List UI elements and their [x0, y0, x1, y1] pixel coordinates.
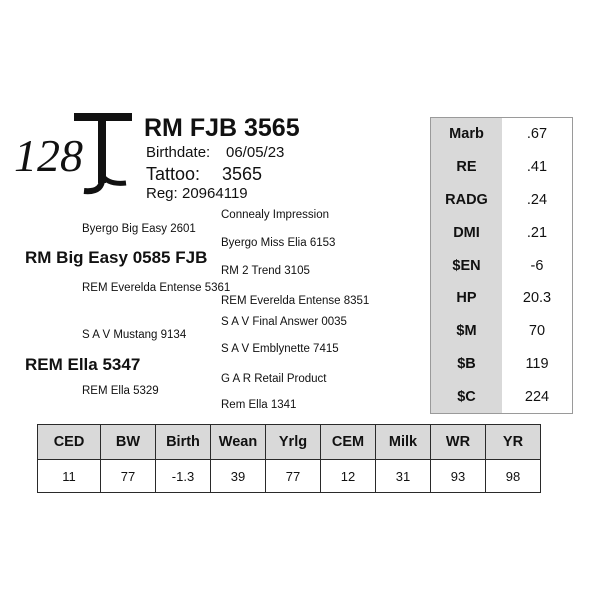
- lot-number: 128: [14, 130, 83, 181]
- column-header: CED: [38, 425, 101, 460]
- pedigree-dam-dam: REM Ella 5329: [82, 385, 159, 397]
- table-cell: 77: [266, 460, 321, 493]
- epd-row: [431, 250, 572, 282]
- epd-row: [431, 348, 572, 380]
- pedigree-dam-dam-dam: Rem Ella 1341: [221, 399, 297, 411]
- epd-value: -6: [530, 258, 544, 274]
- column-header: Wean: [211, 425, 266, 460]
- table-cell: 11: [38, 460, 101, 493]
- epd-label: DMI: [453, 225, 480, 241]
- pedigree-sire-dam-sire: RM 2 Trend 3105: [221, 265, 310, 277]
- pedigree-dam: REM Ella 5347: [25, 355, 141, 374]
- column-header: Yrlg: [266, 425, 321, 460]
- table-cell: 31: [376, 460, 431, 493]
- epd-value: 20.3: [522, 290, 552, 306]
- pedigree-sire-dam-dam: REM Everelda Entense 8351: [221, 295, 370, 307]
- epd-value: .41: [526, 159, 548, 175]
- table-cell: 39: [211, 460, 266, 493]
- pedigree-sire-sire-dam: Byergo Miss Elia 6153: [221, 237, 336, 249]
- epd-label: $M: [456, 323, 477, 339]
- table-row: [38, 460, 541, 493]
- tattoo-line: [146, 164, 262, 184]
- table-cell: 93: [431, 460, 486, 493]
- epd-row: [431, 151, 572, 183]
- epd-label: $EN: [452, 258, 481, 274]
- pedigree-sire-sire-sire: Connealy Impression: [221, 209, 330, 221]
- epd-label: RADG: [445, 192, 488, 208]
- pedigree-sire-sire: Byergo Big Easy 2601: [82, 223, 196, 235]
- pedigree-dam-sire-sire: S A V Final Answer 0035: [221, 316, 347, 328]
- column-header: YR: [486, 425, 541, 460]
- epd-value: 224: [524, 389, 550, 405]
- table-cell: 77: [101, 460, 156, 493]
- epd-row: [431, 184, 572, 216]
- birthdate-value: 06/05/23: [226, 144, 285, 161]
- epd-label: $B: [457, 356, 476, 372]
- epd-label: HP: [456, 290, 477, 306]
- epd-row: [431, 282, 572, 314]
- pedigree-dam-dam-sire: G A R Retail Product: [221, 373, 327, 385]
- birthdate-label: Birthdate:: [146, 144, 211, 161]
- reg-value: 20964119: [182, 185, 248, 202]
- epd-index-panel: [430, 117, 573, 414]
- epd-row: [431, 315, 572, 347]
- table-header-row: [38, 425, 541, 460]
- tattoo-value: 3565: [222, 164, 263, 184]
- pedigree-sire-dam: REM Everelda Entense 5361: [82, 282, 231, 294]
- registration-line: [146, 185, 248, 203]
- epd-label: Marb: [449, 126, 484, 142]
- table-cell: 98: [486, 460, 541, 493]
- table-cell: -1.3: [156, 460, 211, 493]
- brand-mark-icon: [74, 105, 136, 197]
- epd-label: $C: [457, 389, 476, 405]
- epd-value: 119: [525, 356, 549, 372]
- epd-label: RE: [456, 159, 477, 175]
- tattoo-label: Tattoo:: [146, 164, 201, 184]
- column-header: Birth: [156, 425, 211, 460]
- epd-value: .24: [526, 192, 548, 208]
- epd-row: [431, 381, 572, 413]
- epd-row: [431, 118, 572, 150]
- pedigree-dam-sire: S A V Mustang 9134: [82, 329, 187, 341]
- performance-epd-table: [37, 424, 541, 493]
- epd-value: 70: [528, 323, 546, 339]
- column-header: BW: [101, 425, 156, 460]
- pedigree-sire: RM Big Easy 0585 FJB: [25, 248, 208, 267]
- column-header: Milk: [376, 425, 431, 460]
- animal-name: RM FJB 3565: [144, 114, 300, 142]
- epd-value: .21: [526, 225, 548, 241]
- table-cell: 12: [321, 460, 376, 493]
- birthdate-line: [146, 144, 284, 162]
- column-header: CEM: [321, 425, 376, 460]
- epd-value: .67: [526, 126, 548, 142]
- column-header: WR: [431, 425, 486, 460]
- reg-label: Reg:: [146, 185, 178, 202]
- epd-row: [431, 217, 572, 249]
- pedigree-dam-sire-dam: S A V Emblynette 7415: [221, 343, 339, 355]
